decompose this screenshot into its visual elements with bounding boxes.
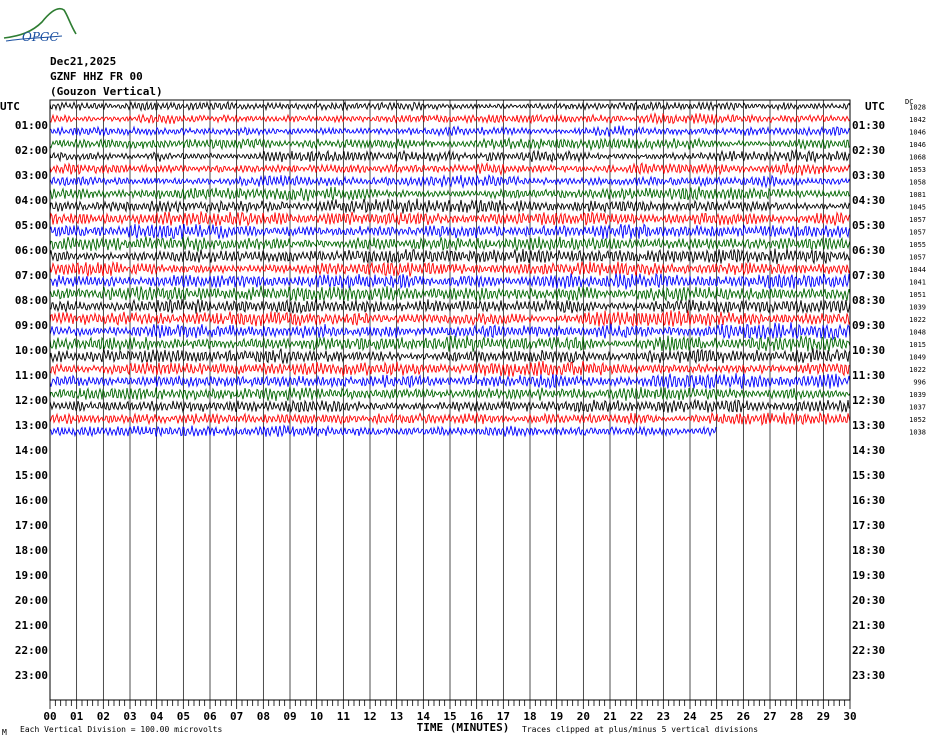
dc-offset: 1068 <box>909 153 926 162</box>
dc-offset: 1051 <box>909 290 926 299</box>
right-hour-label: 17:30 <box>852 519 886 532</box>
dc-offset: 1045 <box>909 203 926 212</box>
right-hour-label: 11:30 <box>852 369 886 382</box>
x-tick-label: 02 <box>96 710 110 723</box>
x-tick-label: 01 <box>70 710 84 723</box>
right-hour-labels <box>852 119 885 682</box>
logo-text: OPGC <box>22 30 59 44</box>
dc-offset: 1055 <box>909 240 926 249</box>
x-axis-ticks <box>50 700 850 709</box>
utc-right-label: UTC <box>865 100 885 113</box>
x-tick-label: 03 <box>123 710 137 723</box>
x-tick-label: 07 <box>230 710 244 723</box>
x-tick-label: 25 <box>710 710 724 723</box>
left-hour-label: 10:00 <box>14 344 48 357</box>
dc-offset: 1022 <box>909 365 926 374</box>
left-hour-label: 02:00 <box>14 144 48 157</box>
dc-offset: 1038 <box>909 428 926 437</box>
date-label: Dec21,2025 <box>50 55 117 68</box>
right-hour-label: 16:30 <box>852 494 886 507</box>
x-tick-label: 30 <box>843 710 857 723</box>
left-hour-label: 14:00 <box>14 444 48 457</box>
dc-offset-labels <box>909 103 926 436</box>
location-label: (Gouzon Vertical) <box>50 85 163 98</box>
right-hour-label: 08:30 <box>852 294 886 307</box>
left-hour-label: 04:00 <box>14 194 48 207</box>
left-hour-label: 21:00 <box>14 619 48 632</box>
x-tick-label: 08 <box>256 710 270 723</box>
dc-offset: 1049 <box>909 353 926 362</box>
x-tick-label: 10 <box>310 710 324 723</box>
x-tick-label: 27 <box>763 710 777 723</box>
x-tick-label: 15 <box>443 710 457 723</box>
right-hour-label: 07:30 <box>852 269 886 282</box>
dc-offset: 1039 <box>909 390 926 399</box>
left-hour-label: 13:00 <box>14 419 48 432</box>
left-hour-label: 20:00 <box>14 594 48 607</box>
right-hour-label: 14:30 <box>852 444 886 457</box>
dc-offset: 1022 <box>909 315 926 324</box>
left-hour-label: 12:00 <box>14 394 48 407</box>
footer-mark: M <box>2 728 7 737</box>
x-tick-label: 12 <box>363 710 377 723</box>
dc-header-label: DC <box>905 98 914 106</box>
left-hour-label: 06:00 <box>14 244 48 257</box>
left-hour-label: 08:00 <box>14 294 48 307</box>
right-hour-label: 22:30 <box>852 644 886 657</box>
left-hour-label: 03:00 <box>14 169 48 182</box>
right-hour-label: 18:30 <box>852 544 886 557</box>
right-hour-label: 20:30 <box>852 594 886 607</box>
x-tick-label: 17 <box>496 710 510 723</box>
left-hour-label: 16:00 <box>14 494 48 507</box>
x-tick-label: 20 <box>576 710 590 723</box>
left-hour-label: 01:00 <box>14 119 48 132</box>
left-hour-label: 17:00 <box>14 519 48 532</box>
right-hour-label: 13:30 <box>852 419 886 432</box>
dc-offset: 1052 <box>909 415 926 424</box>
dc-offset: 1042 <box>909 115 926 124</box>
right-hour-label: 23:30 <box>852 669 886 682</box>
x-tick-label: 09 <box>283 710 297 723</box>
utc-left-label: UTC <box>0 100 20 113</box>
x-tick-label: 21 <box>603 710 617 723</box>
dc-offset: 1053 <box>909 165 926 174</box>
right-hour-label: 21:30 <box>852 619 886 632</box>
dc-offset: 1057 <box>909 215 926 224</box>
footer-clip-note: Traces clipped at plus/minus 5 vertical divisions <box>522 725 759 734</box>
right-hour-label: 10:30 <box>852 344 886 357</box>
x-tick-label: 28 <box>790 710 804 723</box>
right-hour-label: 02:30 <box>852 144 886 157</box>
left-hour-label: 05:00 <box>14 219 48 232</box>
dc-offset: 1015 <box>909 340 926 349</box>
left-hour-label: 15:00 <box>14 469 48 482</box>
right-hour-label: 12:30 <box>852 394 886 407</box>
x-tick-label: 13 <box>390 710 404 723</box>
footer-scale-note: Each Vertical Division = 100.00 microvolts <box>20 725 223 734</box>
vertical-gridlines <box>77 100 824 700</box>
left-hour-label: 18:00 <box>14 544 48 557</box>
dc-offset: 1037 <box>909 403 926 412</box>
dc-offset: 1039 <box>909 303 926 312</box>
x-tick-label: 11 <box>336 710 350 723</box>
x-tick-label: 04 <box>150 710 164 723</box>
right-hour-label: 04:30 <box>852 194 886 207</box>
dc-offset: 1081 <box>909 190 926 199</box>
dc-offset: 1046 <box>909 140 926 149</box>
x-tick-label: 29 <box>816 710 830 723</box>
dc-offset: 1057 <box>909 228 926 237</box>
left-hour-label: 23:00 <box>14 669 48 682</box>
left-hour-labels <box>15 119 48 682</box>
x-axis-title: TIME (MINUTES) <box>416 721 510 734</box>
x-tick-label: 19 <box>550 710 564 723</box>
x-tick-label: 06 <box>203 710 217 723</box>
x-tick-label: 16 <box>470 710 484 723</box>
dc-offset: 1046 <box>909 128 926 137</box>
right-hour-label: 15:30 <box>852 469 886 482</box>
right-hour-label: 06:30 <box>852 244 886 257</box>
right-hour-label: 19:30 <box>852 569 886 582</box>
left-hour-label: 19:00 <box>14 569 48 582</box>
x-tick-label: 18 <box>523 710 537 723</box>
trace-line <box>50 426 716 437</box>
dc-offset: 1057 <box>909 253 926 262</box>
dc-offset: 1058 <box>909 178 926 187</box>
right-hour-label: 01:30 <box>852 119 886 132</box>
x-tick-label: 05 <box>176 710 190 723</box>
station-label: GZNF HHZ FR 00 <box>50 70 143 83</box>
x-tick-label: 22 <box>630 710 644 723</box>
left-hour-label: 22:00 <box>14 644 48 657</box>
dc-offset: 1041 <box>909 278 926 287</box>
x-tick-label: 14 <box>416 710 430 723</box>
right-hour-label: 09:30 <box>852 319 886 332</box>
left-hour-label: 11:00 <box>14 369 48 382</box>
dc-offset: 1044 <box>909 265 926 274</box>
right-hour-label: 05:30 <box>852 219 886 232</box>
x-tick-label: 23 <box>656 710 670 723</box>
dc-offset: 1028 <box>909 103 926 112</box>
left-hour-label: 07:00 <box>14 269 48 282</box>
dc-offset: 1048 <box>909 328 926 337</box>
x-tick-label: 00 <box>43 710 57 723</box>
x-tick-label: 26 <box>736 710 750 723</box>
dc-offset: 996 <box>913 378 926 387</box>
right-hour-label: 03:30 <box>852 169 886 182</box>
left-hour-label: 09:00 <box>14 319 48 332</box>
x-tick-label: 24 <box>683 710 697 723</box>
